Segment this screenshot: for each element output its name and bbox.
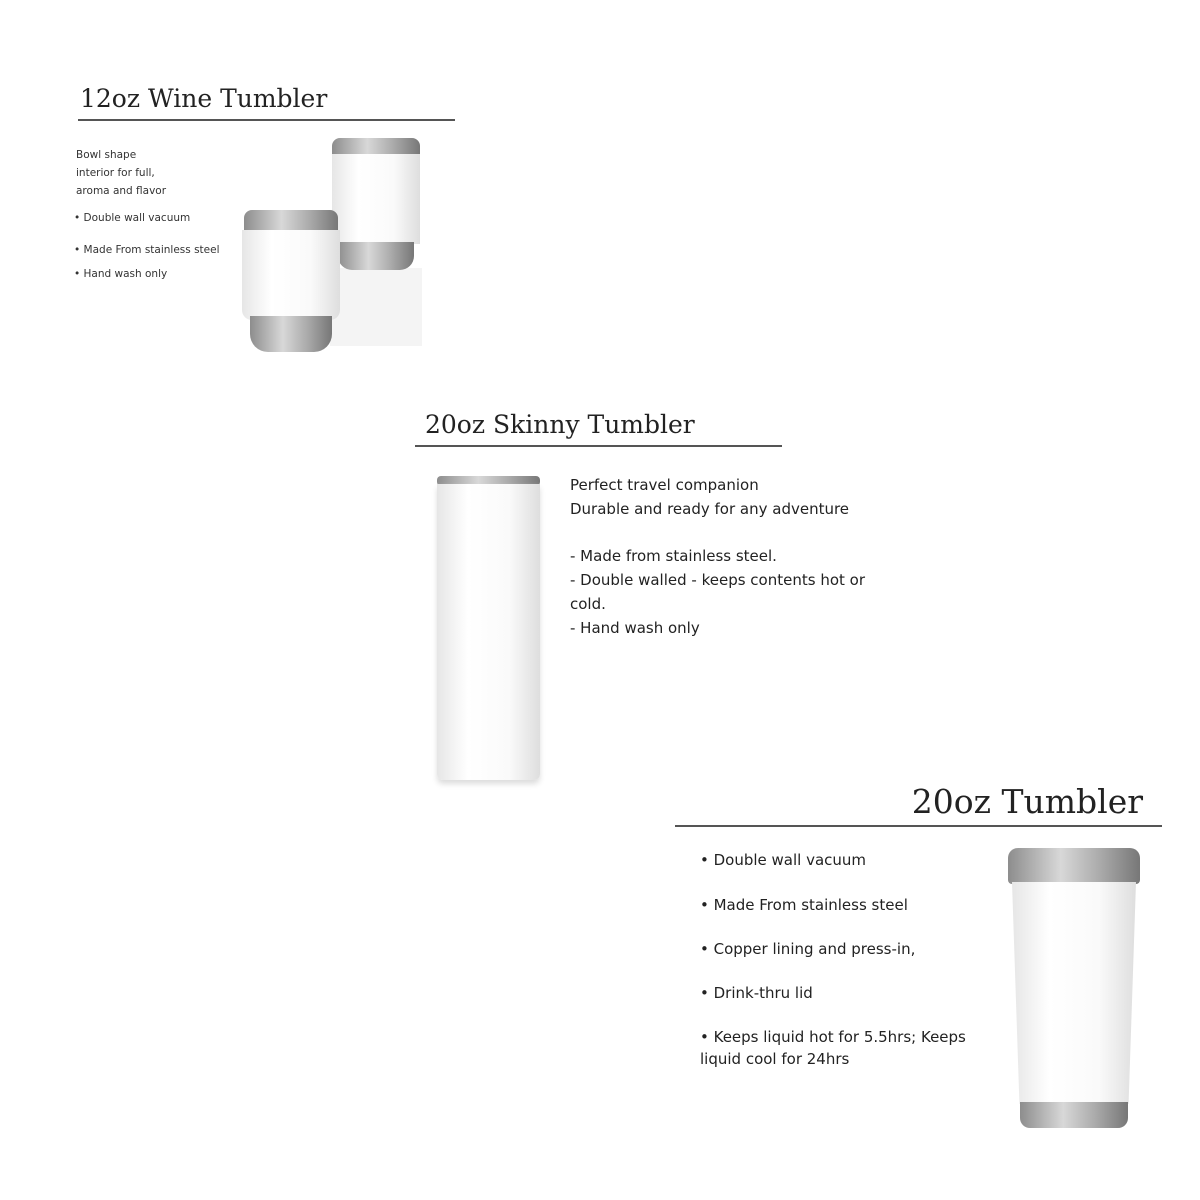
divider: [78, 119, 455, 121]
wine-tumbler-title: 12oz Wine Tumbler: [80, 84, 328, 113]
divider: [675, 825, 1162, 827]
bullet: • Drink-thru lid: [700, 984, 813, 1002]
description-line: - Hand wash only: [570, 619, 700, 637]
bullet: liquid cool for 24hrs: [700, 1050, 850, 1068]
description-line: Bowl shape: [76, 149, 137, 161]
description-line: Durable and ready for any adventure: [570, 500, 850, 518]
skinny-tumbler-image: [435, 476, 542, 786]
bullet: • Made From stainless steel: [700, 896, 908, 914]
skinny-description: [570, 473, 865, 640]
bullet: • Hand wash only: [74, 268, 168, 280]
display-block: [330, 268, 422, 346]
description-line: - Double walled - keeps contents hot or: [570, 571, 865, 589]
bullet: • Double wall vacuum: [74, 212, 191, 224]
skinny-tumbler-title: 20oz Skinny Tumbler: [425, 410, 695, 439]
bullet: • Copper lining and press-in,: [700, 940, 916, 958]
tumbler-image: [1008, 848, 1140, 1130]
wine-tumbler-back-image: [330, 138, 422, 270]
tumbler-title: 20oz Tumbler: [911, 782, 1143, 821]
wine-description: [76, 146, 166, 200]
description-line: - Made from stainless steel.: [570, 547, 777, 565]
description-line: aroma and flavor: [76, 185, 167, 197]
wine-tumbler-front-image: [240, 210, 342, 352]
bullet: • Double wall vacuum: [700, 851, 867, 869]
description-line: interior for full,: [76, 167, 155, 179]
bullet: • Keeps liquid hot for 5.5hrs; Keeps: [700, 1028, 966, 1046]
divider: [415, 445, 782, 447]
bullet: • Made From stainless steel: [74, 244, 220, 256]
description-line: cold.: [570, 595, 606, 613]
description-line: Perfect travel companion: [570, 476, 759, 494]
